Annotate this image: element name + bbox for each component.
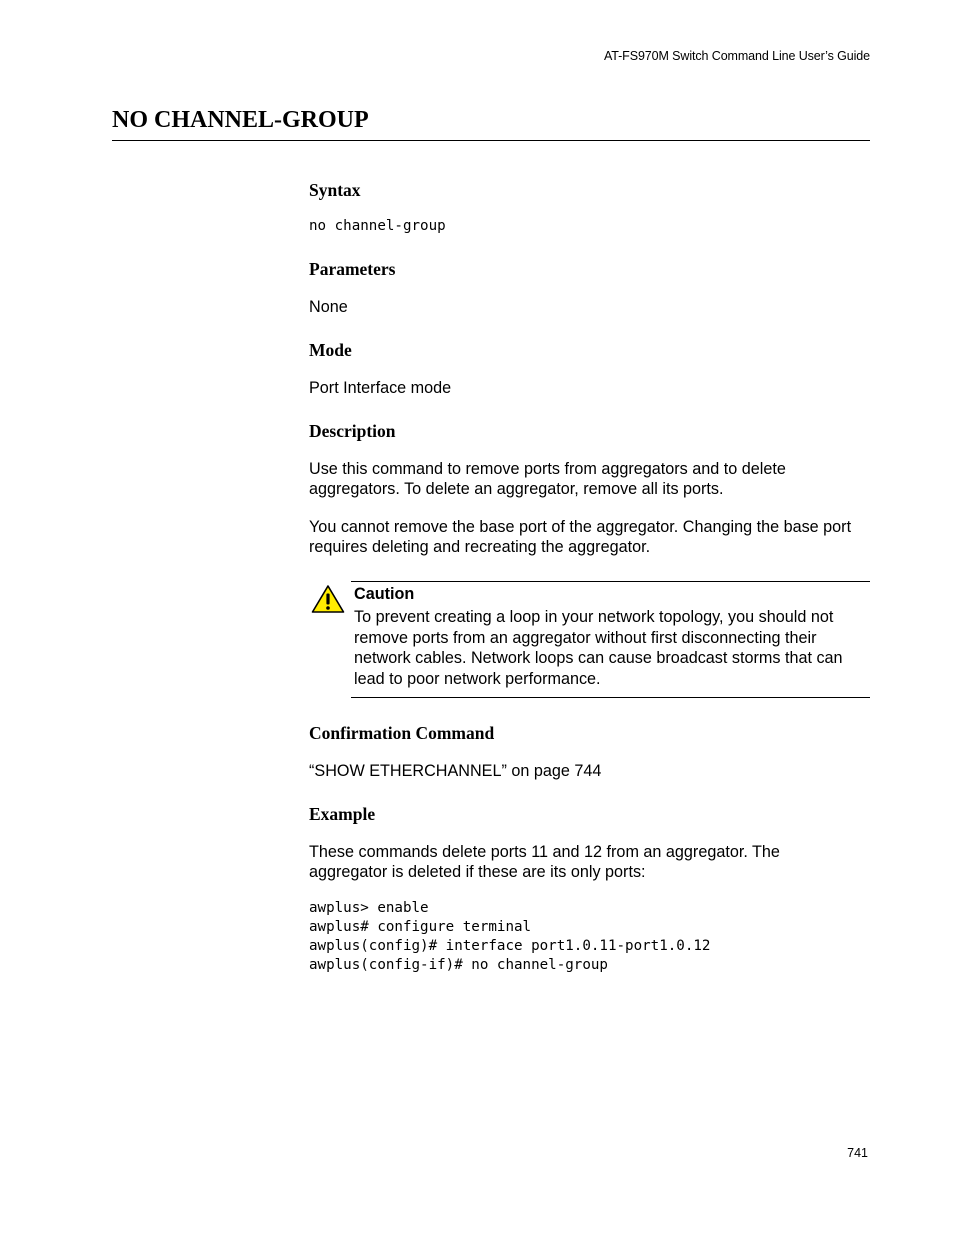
syntax-code: no channel-group — [309, 218, 446, 234]
caution-bottom-rule — [351, 697, 870, 698]
running-header: AT-FS970M Switch Command Line User’s Guide — [603, 49, 870, 63]
caution-top-rule — [351, 581, 870, 582]
description-heading: Description — [309, 421, 396, 441]
mode-text: Port Interface mode — [309, 379, 452, 397]
example-heading: Example — [309, 804, 376, 824]
confirmation-link[interactable]: “SHOW ETHERCHANNEL” on page 744 — [309, 762, 602, 780]
warning-exclamation-bar — [326, 594, 329, 605]
example-code-line-4: awplus(config-if)# no channel-group — [309, 957, 608, 973]
example-text: These commands delete ports 11 and 12 from an aggregator. The aggregator is deleted if these are its only ports: — [309, 843, 780, 881]
example-code-line-3: awplus(config)# interface port1.0.11-port1.0.12 — [309, 938, 711, 954]
page-number: 741 — [847, 1146, 868, 1160]
description-paragraph-2: You cannot remove the base port of the aggregator. Changing the base port requires deleting and recreating the aggregator. — [309, 518, 852, 556]
example-code-line-2: awplus# configure terminal — [309, 919, 532, 935]
example-code-line-1: awplus> enable — [309, 900, 429, 916]
page-title: NO CHANNEL-GROUP — [112, 107, 369, 133]
description-paragraph-1: Use this command to remove ports from aggregators and to delete aggregators. To delete an aggregator, remove all its ports. — [309, 460, 786, 498]
confirmation-heading: Confirmation Command — [309, 723, 495, 743]
syntax-heading: Syntax — [309, 180, 361, 200]
mode-heading: Mode — [309, 340, 352, 360]
title-rule — [112, 140, 870, 141]
parameters-heading: Parameters — [309, 259, 396, 279]
warning-triangle-icon — [311, 584, 345, 614]
caution-text: To prevent creating a loop in your network topology, you should not remove ports from an aggregator without first disconnecting their network cables. Network loops can cause broadcast storms that can lead to poor network performance. — [354, 608, 843, 688]
caution-label: Caution — [354, 585, 415, 603]
parameters-text: None — [309, 298, 348, 316]
warning-exclamation-dot — [326, 606, 330, 610]
